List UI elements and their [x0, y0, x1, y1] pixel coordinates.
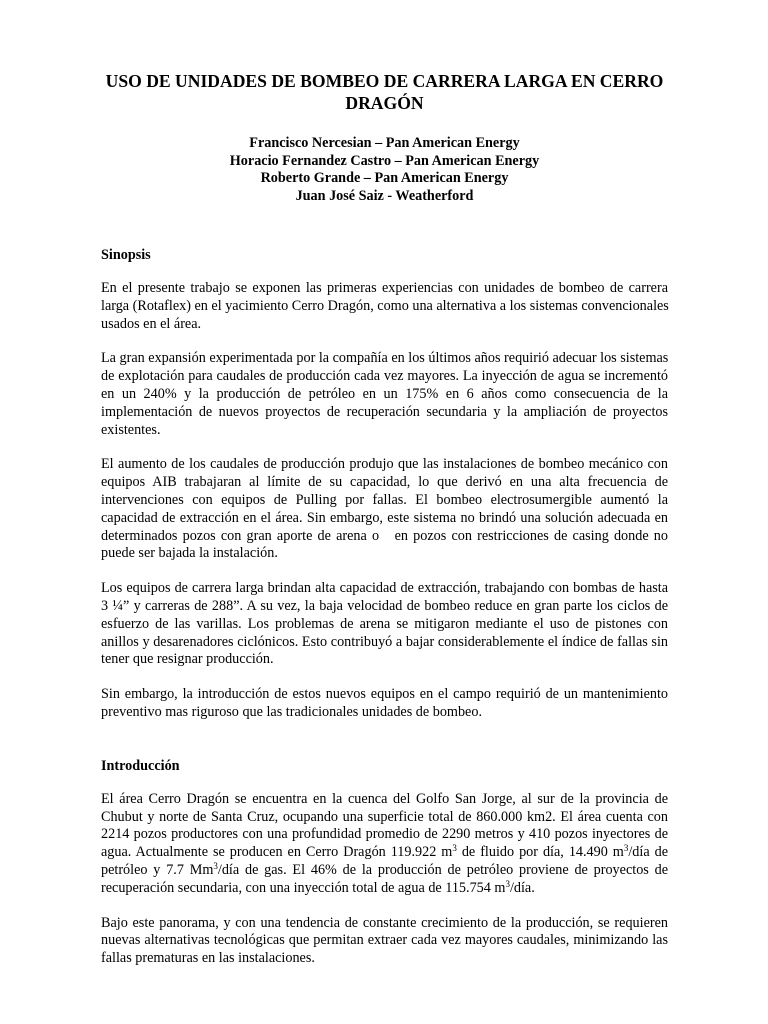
paragraph	[101, 791, 668, 898]
superscript: 3	[623, 843, 629, 854]
text-run: /día de gas. El 46% de la producción de petróleo proviene de proyectos de	[217, 861, 669, 878]
text-line: anillos y desarenadores ciclónicos. Esto contribuyó a bajar considerablemente el índice de fallas sin	[101, 633, 668, 650]
text-line: usados en el área.	[101, 315, 202, 332]
paragraph	[101, 350, 668, 439]
author: Roberto Grande – Pan American Energy	[260, 170, 509, 186]
text-line: existentes.	[101, 421, 161, 438]
text-line: El aumento de los caudales de producción produjo que las instalaciones de bombeo mecánico con	[101, 456, 668, 473]
text-line: de explotación para caudales de producción cada vez mayores. La inyección de agua se incrementó	[101, 368, 668, 385]
text-line: en un 240% y la producción de petróleo en un 175% en 6 años como consecuencia de la	[101, 385, 668, 402]
text-line: La gran expansión experimentada por la compañía en los últimos años requirió adecuar los sistemas	[101, 350, 669, 367]
text-line: preventivo mas riguroso que las tradicionales unidades de bombeo.	[101, 703, 482, 720]
author: Juan José Saiz - Weatherford	[295, 187, 474, 204]
paper-title	[101, 70, 668, 114]
text-line: equipos AIB trabajaran al límite de su capacidad, lo que derivó en una alta frecuencia de	[101, 474, 668, 491]
paragraph	[101, 915, 668, 968]
superscript: 3	[213, 860, 218, 871]
section-heading-introduccion: Introducción	[101, 757, 180, 774]
superscript: 3	[452, 843, 457, 854]
author-list	[101, 135, 668, 205]
text-line	[101, 862, 668, 880]
text-run: recuperación secundaria, con una inyección total de agua de 115.754 m	[101, 879, 506, 896]
text-line: El área Cerro Dragón se encuentra en la cuenca del Golfo San Jorge, al sur de la provincia de	[101, 790, 668, 807]
text-line: Chubut y norte de Santa Cruz, ocupando una superficie total de 860.000 km2. El área cuenta con	[101, 808, 668, 825]
text-line: nuevas alternativas tecnológicas que permitan extraer cada vez mayores caudales, minimizando las	[101, 932, 668, 949]
text-run: /día.	[509, 879, 535, 896]
text-line	[101, 880, 668, 898]
text-line: 2214 pozos productores con una profundidad promedio de 2290 metros y 410 pozos inyectores de	[101, 826, 668, 843]
section-heading-sinopsis: Sinopsis	[101, 247, 151, 263]
paragraph	[101, 580, 668, 669]
paragraph	[101, 280, 668, 333]
document-page	[101, 70, 668, 968]
text-line	[101, 844, 668, 862]
text-line: 3 ¼” y carreras de 288”. A su vez, la baja velocidad de bombeo reduce en gran parte los ciclos de	[101, 597, 668, 614]
text-line: Sin embargo, la introducción de estos nuevos equipos en el campo requirió de un mantenimiento	[101, 686, 668, 703]
text-line: intervenciones con equipos de Pulling por fallas. El bombeo electrosumergible aumentó la	[101, 491, 668, 508]
text-line: determinados pozos con gran aporte de arena o en pozos con restricciones de casing donde no	[101, 527, 668, 544]
paragraph	[101, 686, 668, 722]
text-line: puede ser bajada la instalación.	[101, 545, 278, 562]
text-run: /día de	[628, 844, 669, 861]
text-line: tener que resignar producción.	[101, 651, 274, 668]
text-run: agua. Actualmente se producen en Cerro Dragón 119.922 m	[101, 844, 453, 861]
text-line: Los equipos de carrera larga brindan alta capacidad de extracción, trabajando con bombas de hasta	[101, 580, 668, 597]
text-line: capacidad de extracción en el área. Sin embargo, este sistema no brindó una solución adecuada en	[101, 509, 668, 526]
author: Horacio Fernandez Castro – Pan American Energy	[229, 152, 540, 169]
text-line: Bajo este panorama, y con una tendencia de constante crecimiento de la producción, se requieren	[101, 914, 668, 931]
text-line: implementación de nuevos proyectos de recuperación secundaria y la ampliación de proyectos	[101, 403, 668, 420]
superscript: 3	[505, 878, 510, 889]
text-line: En el presente trabajo se exponen las primeras experiencias con unidades de bombeo de carrera	[101, 280, 668, 296]
text-line: larga (Rotaflex) en el yacimiento Cerro Dragón, como una alternativa a los sistemas convencionales	[101, 297, 669, 314]
title-line: USO DE UNIDADES DE BOMBEO DE CARRERA LARGA EN CERRO	[105, 71, 664, 91]
text-line: esfuerzo de las varillas. Los problemas de arena se mitigaron mediante el uso de pistones con	[101, 615, 668, 632]
text-run: petróleo y 7.7 Mm	[101, 861, 214, 878]
author: Francisco Nercesian – Pan American Energy	[249, 135, 520, 151]
title-line: DRAGÓN	[345, 93, 424, 113]
text-line: fallas prematuras en las instalaciones.	[101, 950, 315, 967]
paragraph	[101, 456, 668, 563]
text-run: de fluido por día, 14.490 m	[456, 844, 624, 861]
